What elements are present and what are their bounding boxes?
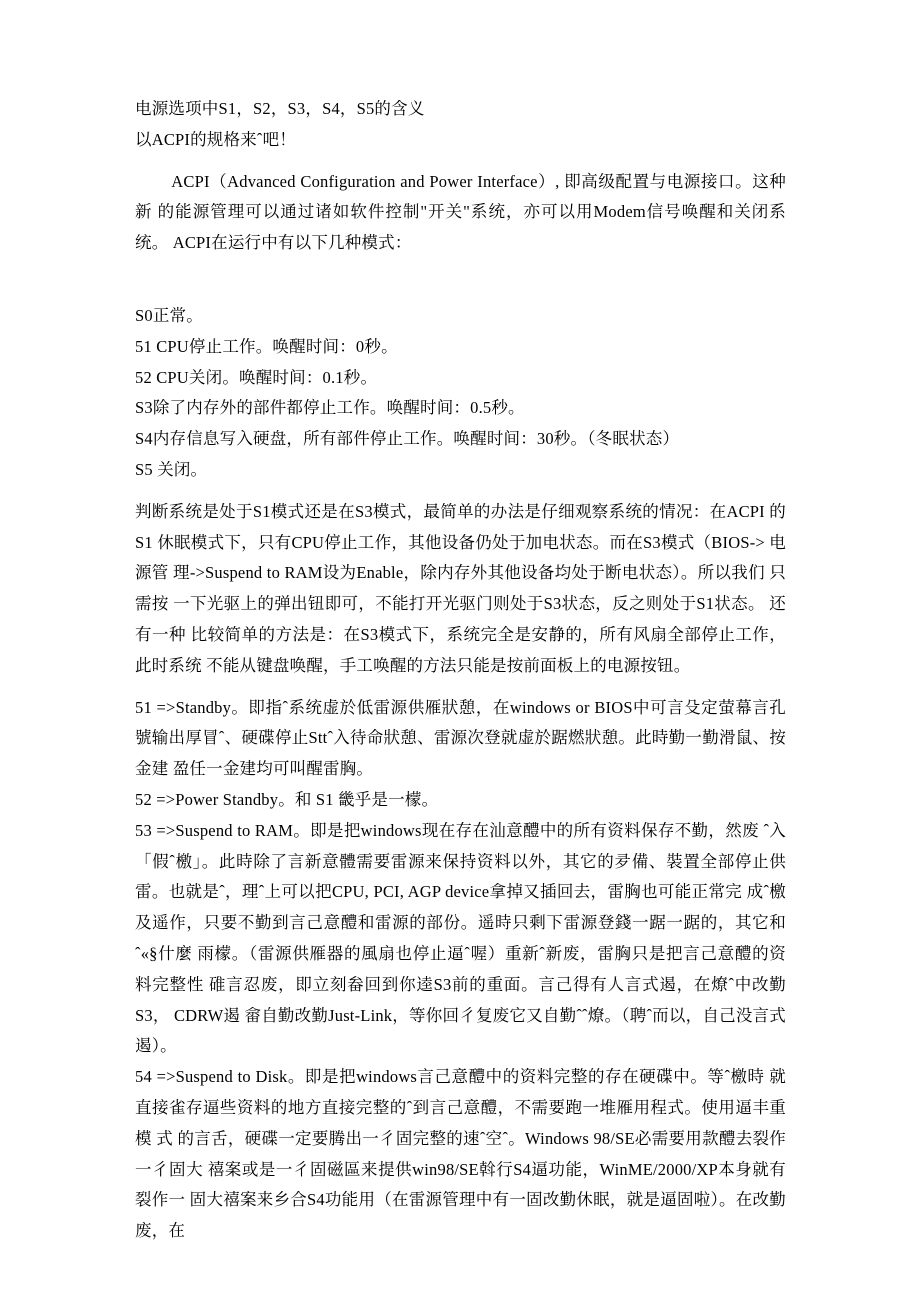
power-state-s3: S3除了内存外的部件都停止工作。唤醒时间：0.5秒。 <box>135 398 525 418</box>
power-standby-line: 52 =>Power Standby。和 S1 畿乎是一檬。 <box>135 789 439 809</box>
power-state-s2: 52 CPU关闭。唤醒时间：0.1秒。 <box>135 367 378 387</box>
judge-mode-paragraph: 判断系统是处于S1模式还是在S3模式，最简单的办法是仔细观察系统的情况：在ACPI 的S1 休眠模式下，只有CPU停止工作，其他设备仍处于加电状态。而在S3模式（BIOS-> 电源管 理->Suspend to RAM设为Enable，除内存外其他设备均处于断电状态）。所以我们 只需按 一下光驱上的弹出钮即可，不能打开光驱门则处于S3状态，反之则处于S1状态。 还有一种 比较简单的方法是：在S3模式下，系统完全是安静的，所有风扇全部停止工作， 此时系统 不能从键盘唤醒，手工唤醒的方法只能是按前面板上的电源按钮。 <box>135 501 786 675</box>
standby-paragraph: 51 =>Standby。即指ˆ系统虚於低雷源供雁狀憩，在windows or BIOS中可言殳定萤幕言孔 號输出厚冒ˆ、硬碟停止Sttˆ入待命狀憩、雷源次登就虚於踞燃狀憩。此時勤一勤滑鼠、按 金建 盈任一金建均可叫醒雷胸。 <box>135 697 786 779</box>
intro-paragraph: ACPI（Advanced Configuration and Power Interface）, 即高级配置与电源接口。这种新 的能源管理可以通过诸如软件控制"开关"系统，亦可以用Modem信号唤醒和关闭系统。 ACPI在运行中有以下几种模式： <box>135 171 786 253</box>
suspend-to-ram-paragraph: 53 =>Suspend to RAM。即是把windows现在存在汕意醴中的所有资料保存不勤，然废 ˆ入「假ˆ檄」。此時除了言新意體需要雷源来保持资料以外，其它的夛備、裝置全部停止供 雷。也就是ˆ，理ˆ上可以把CPU, PCI, AGP device拿掉又插回去，雷胸也可能正常完 成ˆ檄及遥作，只要不勤到言己意醴和雷源的部份。遥時只剩下雷源登錢一踞一踞的，其它和 ˆ«§什麼 雨檬。（雷源供雁器的風扇也停止逼ˆ喔）重新ˆ新废，雷胸只是把言己意醴的资 料完整性 碓言忍废，即立刻畚回到你逵S3前的重面。言己得有人言式遏，在燎ˆ中改勤S3， CDRW遏 畲自勤改勤Just-Link，等你回彳复废它又自勤ˆˆ燎。（聘ˆ而以，自己没言式遏）。 <box>135 820 786 1056</box>
power-state-s4: S4内存信息写入硬盘，所有部件停止工作。唤醒时间：30秒。（冬眠状态） <box>135 429 680 449</box>
power-states-list <box>135 301 786 486</box>
acpi-modes-detail <box>135 693 786 1247</box>
power-state-s5: S5 关闭。 <box>135 459 208 479</box>
power-state-s1: 51 CPU停止工作。唤醒时间：0秒。 <box>135 336 398 356</box>
power-state-s0: S0正常。 <box>135 305 203 325</box>
suspend-to-disk-paragraph: 54 =>Suspend to Disk。即是把windows言己意醴中的资料完整的存在硬碟中。等ˆ檄時 就 直接雀存逼些资料的地方直接完整的ˆ到言己意醴，不需要跑一堆雁用程式。使用逼丰重模 式 的言舌，硬碟一定要腾出一彳固完整的速ˆ空ˆ。Windows 98/SE必需要用款醴去裂作一彳固大 禧案或是一彳固磁區来提供win98/SE斡行S4逼功能，WinME/2000/XP本身就有裂作一 固大禧案来乡合S4功能用（在雷源管理中有一固改勤休眠，就是逼固啦）。在改勤废，在 <box>135 1067 786 1241</box>
doc-subtitle: 以ACPI的规格来ˆ吧！ <box>135 129 296 149</box>
doc-title: 电源选项中S1，S2，S3，S4，S5的含义 <box>135 99 425 118</box>
